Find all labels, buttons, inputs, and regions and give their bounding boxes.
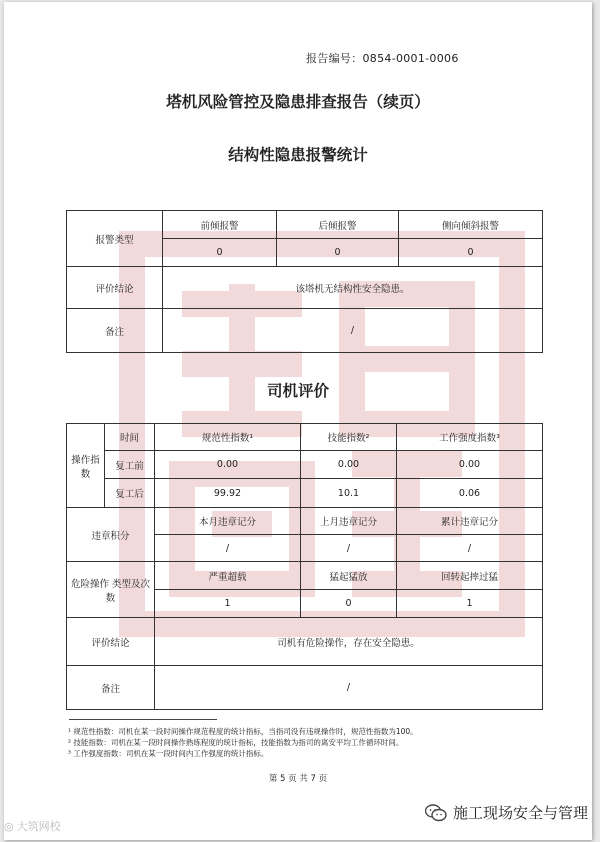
table-cell: 0 — [301, 590, 397, 618]
alarm-type-label: 报警类型 — [67, 211, 163, 267]
wechat-icon — [425, 804, 447, 822]
right-watermark — [425, 802, 588, 823]
table-cell: 1 — [397, 590, 543, 618]
danger-ops-label: 危险操作 类型及次数 — [67, 562, 155, 618]
column-header: 上月违章记分 — [301, 508, 397, 535]
table-cell: 99.92 — [155, 479, 301, 508]
column-header: 累计违章记分 — [397, 508, 543, 535]
column-header: 严重超载 — [155, 562, 301, 590]
row-label: 复工前 — [105, 451, 155, 479]
watermark-text: 大筑网校 — [16, 820, 61, 833]
alarm-count: 0 — [163, 239, 277, 267]
time-header: 时间 — [105, 424, 155, 451]
table-cell: 0.00 — [301, 451, 397, 479]
footnote: ² 技能指数：司机在某一段时间操作熟练程度的统计指标，技能指数为指司的离安平均工作循环时间。 — [68, 738, 404, 747]
report-title: 塔机风险管控及隐患排查报告（续页） — [166, 92, 430, 111]
column-header: 后倾报警 — [277, 211, 399, 239]
table-cell: 0.00 — [155, 451, 301, 479]
alarm-count: 0 — [399, 239, 543, 267]
column-header: 规范性指数¹ — [155, 424, 301, 451]
column-header: 侧向倾斜报警 — [399, 211, 543, 239]
violation-score-label: 违章积分 — [67, 508, 155, 562]
table-cell: / — [301, 535, 397, 562]
footnotes — [68, 726, 538, 759]
driver-evaluation-table — [66, 423, 543, 710]
report-page — [4, 2, 592, 840]
watermark-icon: ◎ — [4, 819, 14, 833]
remarks-value: / — [155, 666, 543, 710]
operation-index-label: 操作指数 — [67, 424, 105, 508]
table-cell: / — [155, 535, 301, 562]
evaluation-text: 司机有危险操作，存在安全隐患。 — [155, 618, 543, 666]
row-label: 复工后 — [105, 479, 155, 508]
column-header: 工作强度指数³ — [397, 424, 543, 451]
remarks-label: 备注 — [67, 309, 163, 353]
column-header: 本月违章记分 — [155, 508, 301, 535]
column-header: 前倾报警 — [163, 211, 277, 239]
column-header: 回转起摔过猛 — [397, 562, 543, 590]
table-cell: 0.06 — [397, 479, 543, 508]
page-number: 第 5 页 共 7 页 — [268, 774, 328, 784]
report-number: 报告编号：0854-0001-0006 — [306, 52, 459, 65]
evaluation-text: 该塔机无结构性安全隐患。 — [163, 267, 543, 309]
table-cell: 1 — [155, 590, 301, 618]
footnote: ¹ 规范性指数：司机在某一段时间操作规范程度的统计指标，当指司没有违规操作时，规范性指数为100。 — [68, 727, 418, 736]
structural-alarm-table — [66, 210, 543, 353]
table-cell: 10.1 — [301, 479, 397, 508]
footnote: ³ 工作强度指数：司机在某一段时间内工作强度的统计指标。 — [68, 749, 269, 758]
column-header: 猛起猛放 — [301, 562, 397, 590]
section-title-driver: 司机评价 — [266, 381, 329, 400]
column-header: 技能指数² — [301, 424, 397, 451]
remarks-value: / — [163, 309, 543, 353]
watermark-text: 施工现场安全与管理 — [452, 804, 588, 822]
section-title-structural: 结构性隐患报警统计 — [228, 145, 368, 164]
alarm-count: 0 — [277, 239, 399, 267]
remarks-label: 备注 — [67, 666, 155, 710]
footnote-divider — [69, 719, 217, 720]
table-cell: / — [397, 535, 543, 562]
left-watermark — [4, 818, 61, 834]
table-cell: 0.00 — [397, 451, 543, 479]
evaluation-label: 评价结论 — [67, 618, 155, 666]
evaluation-label: 评价结论 — [67, 267, 163, 309]
